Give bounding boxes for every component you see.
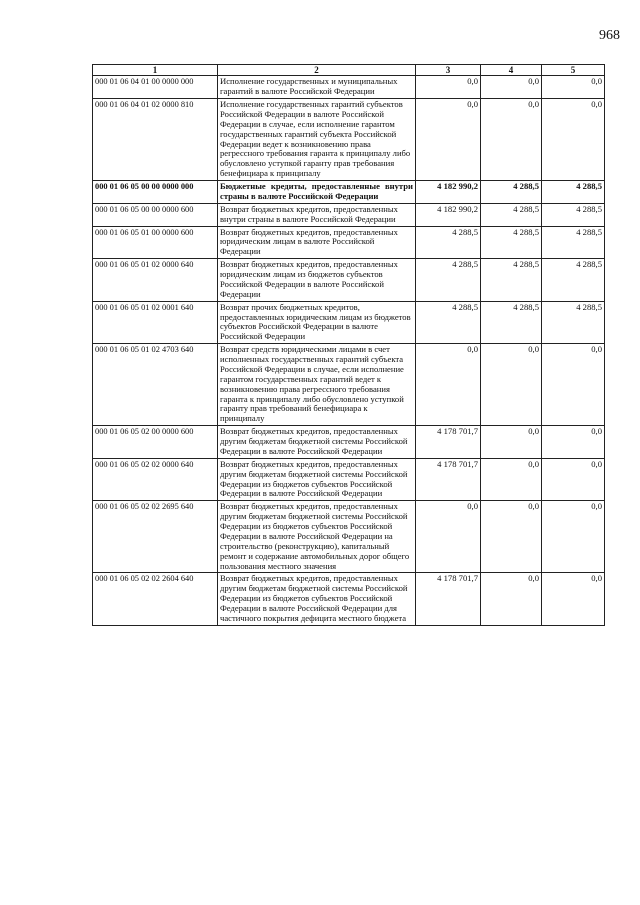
value-col5-cell: 4 288,5 — [542, 181, 605, 204]
value-col4-cell: 0,0 — [481, 573, 542, 625]
value-col3-cell: 4 288,5 — [416, 301, 481, 344]
value-col4-cell: 0,0 — [481, 458, 542, 501]
value-col4-cell: 4 288,5 — [481, 226, 542, 259]
value-col3-cell: 4 178 701,7 — [416, 426, 481, 459]
value-col3-cell: 0,0 — [416, 501, 481, 573]
table-header-row — [93, 65, 605, 76]
value-col5-cell: 4 288,5 — [542, 301, 605, 344]
value-col3-cell: 0,0 — [416, 99, 481, 181]
table-row — [93, 501, 605, 573]
value-col5-cell: 4 288,5 — [542, 203, 605, 226]
value-col5-cell: 0,0 — [542, 76, 605, 99]
value-col5-cell: 0,0 — [542, 501, 605, 573]
description-cell: Возврат бюджетных кредитов, предоставленных юридическим лицам в валюте Российской Федерации — [218, 226, 416, 259]
description-cell: Возврат прочих бюджетных кредитов, предоставленных юридическим лицам из бюджетов субъектов Российской Федерации в валюте Российской Федерации — [218, 301, 416, 344]
table-row — [93, 226, 605, 259]
value-col5-cell: 0,0 — [542, 344, 605, 426]
table-row — [93, 344, 605, 426]
table-row — [93, 426, 605, 459]
description-cell: Возврат бюджетных кредитов, предоставленных другим бюджетам бюджетной системы Российской Федерации в валюте Российской Федерации — [218, 426, 416, 459]
budget-code-cell: 000 01 06 05 02 02 2695 640 — [93, 501, 218, 573]
value-col5-cell: 0,0 — [542, 458, 605, 501]
value-col5-cell: 0,0 — [542, 426, 605, 459]
column-header-3: 3 — [416, 65, 481, 76]
value-col3-cell: 4 288,5 — [416, 226, 481, 259]
budget-code-cell: 000 01 06 05 01 00 0000 600 — [93, 226, 218, 259]
table-row — [93, 181, 605, 204]
description-cell: Исполнение государственных гарантий субъектов Российской Федерации в валюте Российской Федерации в случае, если исполнение гарантом государственных гарантий субъекта Российской Федерации ведет к возникновению права регрессного требования гаранта к принципалу либо обусловлено уступкой гаранту прав требования бенефициара к принципалу — [218, 99, 416, 181]
description-cell: Возврат бюджетных кредитов, предоставленных юридическим лицам из бюджетов субъектов Российской Федерации в валюте Российской Федерации — [218, 259, 416, 302]
value-col5-cell: 4 288,5 — [542, 259, 605, 302]
value-col5-cell: 4 288,5 — [542, 226, 605, 259]
table-row — [93, 99, 605, 181]
description-cell: Возврат средств юридическими лицами в счет исполненных государственных гарантий субъекта Российской Федерации в случае, если исполнение гарантом государственных гарантий ведет к возникновению права регрессного требования гаранта к принципалу либо обусловлено уступкой гаранту прав требований бенефициара к принципалу — [218, 344, 416, 426]
column-header-1: 1 — [93, 65, 218, 76]
value-col4-cell: 4 288,5 — [481, 301, 542, 344]
description-cell: Возврат бюджетных кредитов, предоставленных внутри страны в валюте Российской Федерации — [218, 203, 416, 226]
value-col4-cell: 0,0 — [481, 426, 542, 459]
value-col3-cell: 0,0 — [416, 344, 481, 426]
budget-code-cell: 000 01 06 05 01 02 0000 640 — [93, 259, 218, 302]
table-row — [93, 203, 605, 226]
column-header-4: 4 — [481, 65, 542, 76]
budget-code-cell: 000 01 06 05 01 02 0001 640 — [93, 301, 218, 344]
table-row — [93, 458, 605, 501]
budget-code-cell: 000 01 06 05 02 02 2604 640 — [93, 573, 218, 625]
value-col3-cell: 4 178 701,7 — [416, 573, 481, 625]
value-col3-cell: 4 178 701,7 — [416, 458, 481, 501]
value-col4-cell: 4 288,5 — [481, 181, 542, 204]
value-col4-cell: 0,0 — [481, 99, 542, 181]
table-body — [93, 76, 605, 626]
description-cell: Бюджетные кредиты, предоставленные внутри страны в валюте Российской Федерации — [218, 181, 416, 204]
column-header-5: 5 — [542, 65, 605, 76]
value-col4-cell: 0,0 — [481, 344, 542, 426]
budget-code-cell: 000 01 06 04 01 00 0000 000 — [93, 76, 218, 99]
budget-code-cell: 000 01 06 04 01 02 0000 810 — [93, 99, 218, 181]
value-col5-cell: 0,0 — [542, 573, 605, 625]
value-col3-cell: 4 288,5 — [416, 259, 481, 302]
description-cell: Возврат бюджетных кредитов, предоставленных другим бюджетам бюджетной системы Российской Федерации из бюджетов субъектов Российской Федерации в валюте Российской Федерации — [218, 458, 416, 501]
value-col3-cell: 0,0 — [416, 76, 481, 99]
value-col4-cell: 0,0 — [481, 76, 542, 99]
value-col4-cell: 4 288,5 — [481, 203, 542, 226]
budget-code-cell: 000 01 06 05 00 00 0000 000 — [93, 181, 218, 204]
description-cell: Исполнение государственных и муниципальных гарантий в валюте Российской Федерации — [218, 76, 416, 99]
budget-sources-table — [92, 64, 605, 626]
value-col4-cell: 0,0 — [481, 501, 542, 573]
description-cell: Возврат бюджетных кредитов, предоставленных другим бюджетам бюджетной системы Российской Федерации из бюджетов субъектов Российской Федерации в валюте Российской Федерации для частичного покрытия дефицита местного бюджета — [218, 573, 416, 625]
value-col4-cell: 4 288,5 — [481, 259, 542, 302]
description-cell: Возврат бюджетных кредитов, предоставленных другим бюджетам бюджетной системы Российской Федерации из бюджетов субъектов Российской Федерации в валюте Российской Федерации на строительство (реконструкцию), капитальный ремонт и содержание автомобильных дорог общего пользования местного значения — [218, 501, 416, 573]
budget-code-cell: 000 01 06 05 02 00 0000 600 — [93, 426, 218, 459]
column-header-2: 2 — [218, 65, 416, 76]
table-row — [93, 76, 605, 99]
value-col3-cell: 4 182 990,2 — [416, 203, 481, 226]
table-row — [93, 259, 605, 302]
table-row — [93, 573, 605, 625]
budget-code-cell: 000 01 06 05 02 02 0000 640 — [93, 458, 218, 501]
table-row — [93, 301, 605, 344]
value-col5-cell: 0,0 — [542, 99, 605, 181]
page-number: 968 — [599, 28, 620, 43]
budget-code-cell: 000 01 06 05 01 02 4703 640 — [93, 344, 218, 426]
value-col3-cell: 4 182 990,2 — [416, 181, 481, 204]
budget-code-cell: 000 01 06 05 00 00 0000 600 — [93, 203, 218, 226]
